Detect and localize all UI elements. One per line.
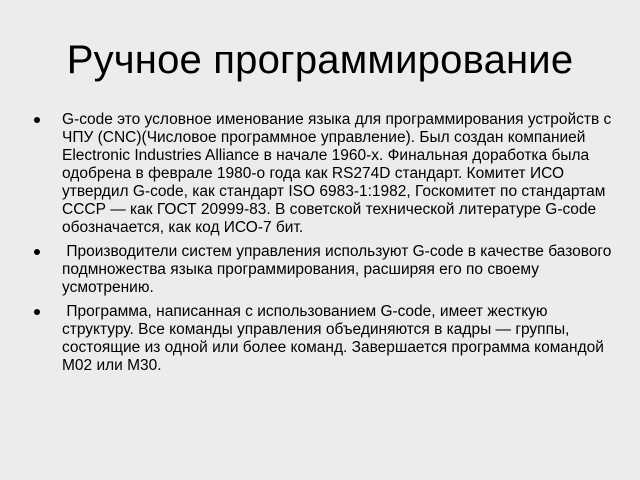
slide-title: Ручное программирование [66,38,574,82]
bullet-text: G-code это условное именование языка для программирования устройств с ЧПУ (CNC)(Числовое программное управление). Был создан компанией Electronic Industries Alliance в начале 1960-х. Финальная доработка была одобрена в феврале 1980-о года как RS274D стандарт. Комитет ИСО утвердил G-code, как стандарт ISO 6983-1:1982, Госкомитет по стандартам СССР — как ГОСТ 20999-83. В советской технической литературе G-code обозначается, как код ИСО-7 бит. [62,111,612,236]
bullet-text: Программа, написанная с использованием G-code, имеет жесткую структуру. Все команды управления объединяются в кадры — группы, состоящие из одной или более команд. Завершается программа командой M02 или M30. [62,303,609,374]
bullet-item [32,303,612,375]
bullet-dot-icon [34,249,40,255]
bullet-item [32,111,612,237]
bullet-dot-icon [34,117,40,123]
bullet-item [32,243,616,297]
bullet-list [32,111,616,381]
bullet-text: Производители систем управления используют G-code в качестве базового подмножества языка программирования, расширяя его по своему усмотрению. [62,243,616,296]
bullet-dot-icon [34,309,40,315]
